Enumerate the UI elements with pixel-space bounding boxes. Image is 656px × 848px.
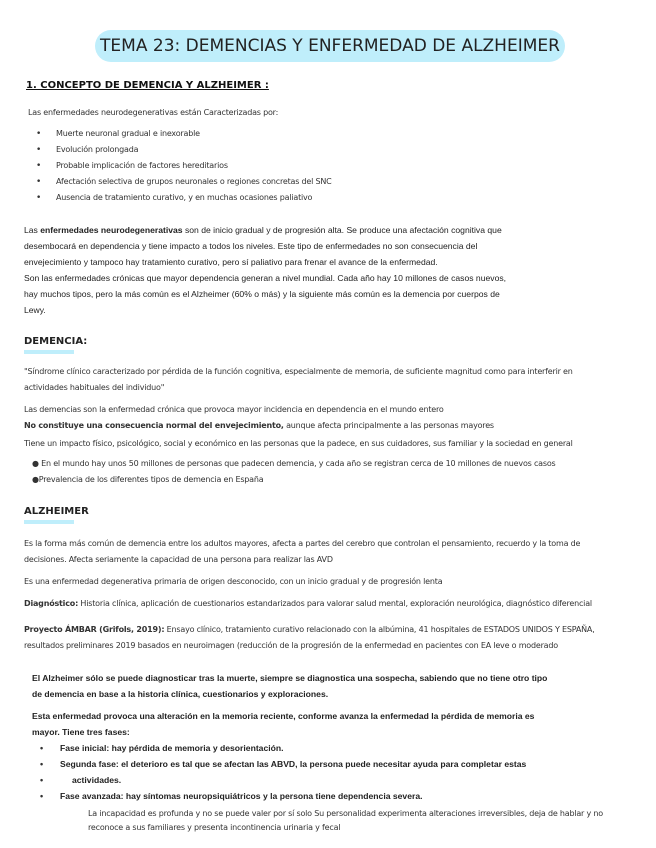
bold-label: Proyecto ÁMBAR (Grifols, 2019): [24,625,165,634]
list-item: • Probable implicación de factores hereditarios [28,158,332,174]
list-item: ●Prevalencia de los diferentes tipos de demencia en España [32,475,264,484]
list-item: • Ausencia de tratamiento curativo, y en muchas ocasiones paliativo [28,190,332,206]
heading-highlight [24,350,74,354]
text: actividades habituales del individuo" [24,383,165,392]
text: El Alzheimer sólo se puede diagnosticar tras la muerte, siempre se diagnostica una sospecha, sabiendo que no tiene otro tipo [32,673,548,683]
section-heading: 1. CONCEPTO DE DEMENCIA Y ALZHEIMER : [26,80,269,91]
list-item: • Segunda fase: el deterioro es tal que se afectan las ABVD, la persona puede necesitar ayuda para completar estas [32,756,632,772]
text: "Síndrome clínico caracterizado por pérdida de la función cognitiva, especialmente de memoria, de suficiente magnitud como para interferir en [24,367,573,376]
page-title: TEMA 23: DEMENCIAS Y ENFERMEDAD DE ALZHEIMER [100,36,560,56]
text: Ensayo clínico, tratamiento curativo relacionado con la albúmina, 41 hospitales de ESTADOS UNIDOS Y ESPAÑA, [164,625,595,634]
text: hay muchos tipos, pero la más común es el Alzheimer (60% o más) y la siguiente más común es la demencia por cuerpos de [24,289,500,299]
demencia-block [24,364,634,488]
phases-list [32,740,632,804]
heading-highlight [24,520,74,524]
text: decisiones. Afecta seriamente la capacidad de una persona para realizar las AVD [24,555,333,564]
characteristics-list [28,126,332,206]
bold-text: No constituye una consecuencia normal del envejecimiento, [24,421,284,430]
text: Esta enfermedad provoca una alteración en la memoria reciente, conforme avanza la enfermedad la pérdida de memoria es [32,711,535,721]
list-item: • Fase avanzada: hay síntomas neuropsiquiátricos y la persona tiene dependencia severa. [32,788,632,804]
list-item: • Evolución prolongada [28,142,332,158]
text: Tiene un impacto físico, psicológico, social y económico en las personas que la padece, en sus cuidadores, sus familiar y la sociedad en general [24,439,573,448]
title-banner [95,30,565,62]
list-item: ● En el mundo hay unos 50 millones de personas que padecen demencia, y cada año se registran cerca de 10 millones de nuevos casos [32,459,556,468]
list-item: • Fase inicial: hay pérdida de memoria y desorientación. [32,740,632,756]
final-note [88,807,648,835]
text: Historia clínica, aplicación de cuestionarios estandarizados para valorar salud mental, exploración neurológica, diagnóstico diferencial [78,599,592,608]
text: aunque afecta principalmente a las personas mayores [283,421,494,430]
bold-term: enfermedades neurodegenerativas [40,225,183,235]
text: envejecimiento y tampoco hay tratamiento curativo, pero sí paliativo para frenar el avance de la enfermedad. [24,257,438,267]
alzheimer-paragraph [32,670,632,804]
alzheimer-heading: ALZHEIMER [24,506,89,517]
text: actividades. [72,775,122,785]
text: Las demencias son la enfermedad crónica que provoca mayor incidencia en dependencia en el mundo entero [24,405,444,414]
list-item: • Muerte neuronal gradual e inexorable [28,126,332,142]
alzheimer-block [24,536,634,654]
text: Es una enfermedad degenerativa primaria de origen desconocido, con un inicio gradual y de progresión lenta [24,577,443,586]
text: son de inicio gradual y de progresión alta. Se produce una afectación cognitiva que [182,225,502,235]
text: Lewy. [24,305,46,315]
text: resultados preliminares 2019 basados en neuroimagen (reducción de la progresión de la enfermedad en pacientes con EA leve o moderado [24,641,558,650]
text: Es la forma más común de demencia entre los adultos mayores, afecta a partes del cerebro que controlan el pensamiento, recuerdo y la toma de [24,539,581,548]
intro-text: Las enfermedades neurodegenerativas están Caracterizadas por: [28,108,279,117]
text: reconoce a sus familiares y presenta incontinencia urinaria y fecal [88,823,341,832]
list-item-continuation [32,772,632,788]
text: Las [24,225,41,235]
list-item: • Afectación selectiva de grupos neuronales o regiones concretas del SNC [28,174,332,190]
text: En el mundo hay unos 50 millones de personas que padecen demencia, y cada año se registran cerca de 10 millones de nuevos casos [41,459,556,468]
text: La incapacidad es profunda y no se puede valer por sí solo Su personalidad experimenta alteraciones irreversibles, deja de hablar y no [88,809,603,818]
text: desembocará en dependencia y tiene impacto a todos los niveles. Este tipo de enfermedades no son consecuencia del [24,241,478,251]
bold-label: Diagnóstico: [24,599,79,608]
text: mayor. Tiene tres fases: [32,727,130,737]
demencia-heading: DEMENCIA: [24,336,88,347]
text: de demencia en base a la historia clínica, cuestionarios y exploraciones. [32,689,329,699]
text: Son las enfermedades crónicas que mayor dependencia generan a nivel mundial. Cada año hay 10 millones de casos nuevos, [24,273,507,283]
paragraph [24,222,634,318]
text: Prevalencia de los diferentes tipos de demencia en España [38,475,264,484]
